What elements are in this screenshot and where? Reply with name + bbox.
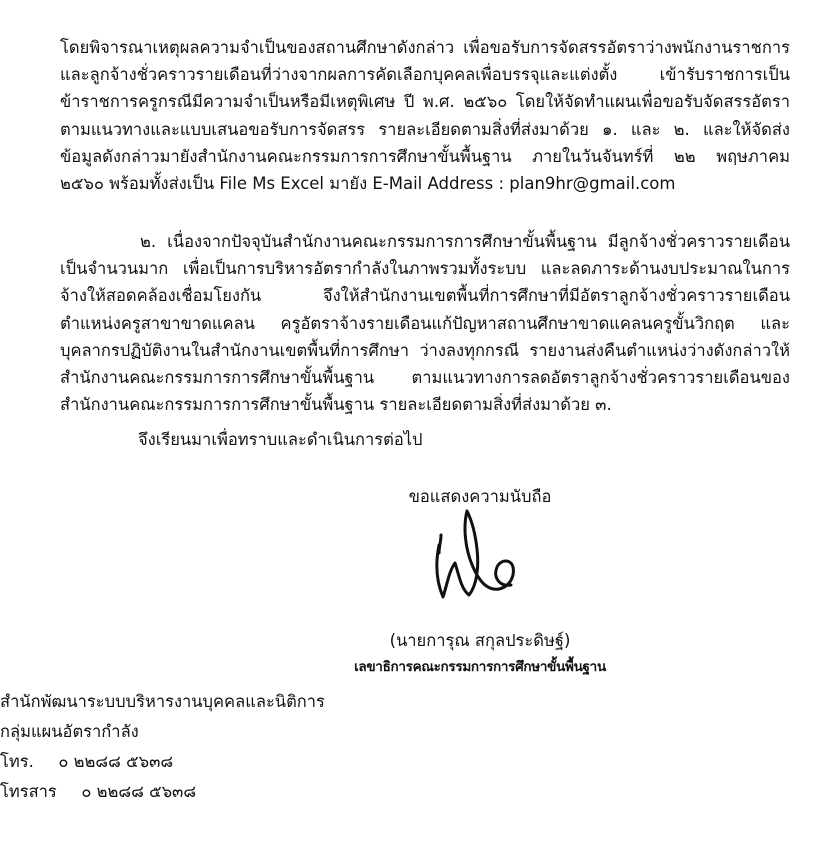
office-department: สำนักพัฒนาระบบบริหารงานบุคคลและนิติการ (0, 692, 325, 711)
closing-line: จึงเรียนมาเพื่อทราบและดำเนินการต่อไป (138, 430, 423, 449)
body-paragraph-2: ๒. เนื่องจากปัจจุบันสำนักงานคณะกรรมการการศึกษาขั้นพื้นฐาน มีลูกจ้างชั่วคราวรายเดือนเป็นจำนวนมาก เพื่อเป็นการบริหารอัตรากำลังในภาพรวมทั้งระบบ และลดภาระด้านงบประมาณในการจ้างให้สอดคล้องเชื่อมโยงกัน จึงให้สำนักงานเขตพื้นที่การศึกษาที่มีอัตราลูกจ้างชั่วคราวรายเดือน ตำแหน่งครูสาขาขาดแคลน ครูอัตราจ้างรายเดือนแก้ปัญหาสถานศึกษาขาดแคลนครูขั้นวิกฤต และบุคลากรปฏิบัติงานในสำนักงานเขตพื้นที่การศึกษา ว่างลงทุกกรณี รายงานส่งคืนตำแหน่งว่างดังกล่าวให้สำนักงานคณะกรรมการการศึกษาขั้นพื้นฐาน ตามแนวทางการลดอัตราลูกจ้างชั่วคราวรายเดือนของสำนักงานคณะกรรมการการศึกษาขั้นพื้นฐาน รายละเอียดตามสิ่งที่ส่งมาด้วย ๓. (60, 232, 790, 415)
body-paragraph-1: โดยพิจารณาเหตุผลความจำเป็นของสถานศึกษาดังกล่าว เพื่อขอรับการจัดสรรอัตราว่างพนักงานราชการและลูกจ้างชั่วคราวรายเดือนที่ว่างจากผลการคัดเลือกบุคคลเพื่อบรรจุและแต่งตั้ง เข้ารับราชการเป็นข้าราชการครูกรณีมีความจำเป็นหรือมีเหตุพิเศษ ปี พ.ศ. ๒๕๖๐ โดยให้จัดทำแผนเพื่อขอรับจัดสรรอัตราตามแนวทางและแบบเสนอขอรับการจัดสรร รายละเอียดตามสิ่งที่ส่งมาด้วย ๑. และ ๒. และให้จัดส่งข้อมูลดังกล่าวมายังสำนักงานคณะกรรมการการศึกษาขั้นพื้นฐาน ภายในวันจันทร์ที่ ๒๒ พฤษภาคม ๒๕๖๐ พร้อมทั้งส่งเป็น File Ms Excel มายัง E-Mail Address : plan9hr@gmail.com (60, 38, 790, 194)
signer-title: เลขาธิการคณะกรรมการการศึกษาขั้นพื้นฐาน (354, 659, 606, 675)
office-group: กลุ่มแผนอัตรากำลัง (0, 722, 139, 741)
signer-name: (นายการุณ สกุลประดิษฐ์) (389, 631, 571, 650)
office-phone-line (0, 747, 325, 777)
regards-text: ขอแสดงความนับถือ (408, 487, 552, 506)
handwritten-signature (425, 505, 535, 615)
fax-label: โทรสาร (0, 782, 57, 801)
phone-label: โทร. (0, 752, 34, 771)
office-contact-block (0, 687, 325, 807)
phone-number: ๐ ๒๒๘๘ ๕๖๓๘ (58, 752, 174, 771)
office-fax-line (0, 777, 325, 807)
fax-number: ๐ ๒๒๘๘ ๕๖๓๘ (81, 782, 197, 801)
